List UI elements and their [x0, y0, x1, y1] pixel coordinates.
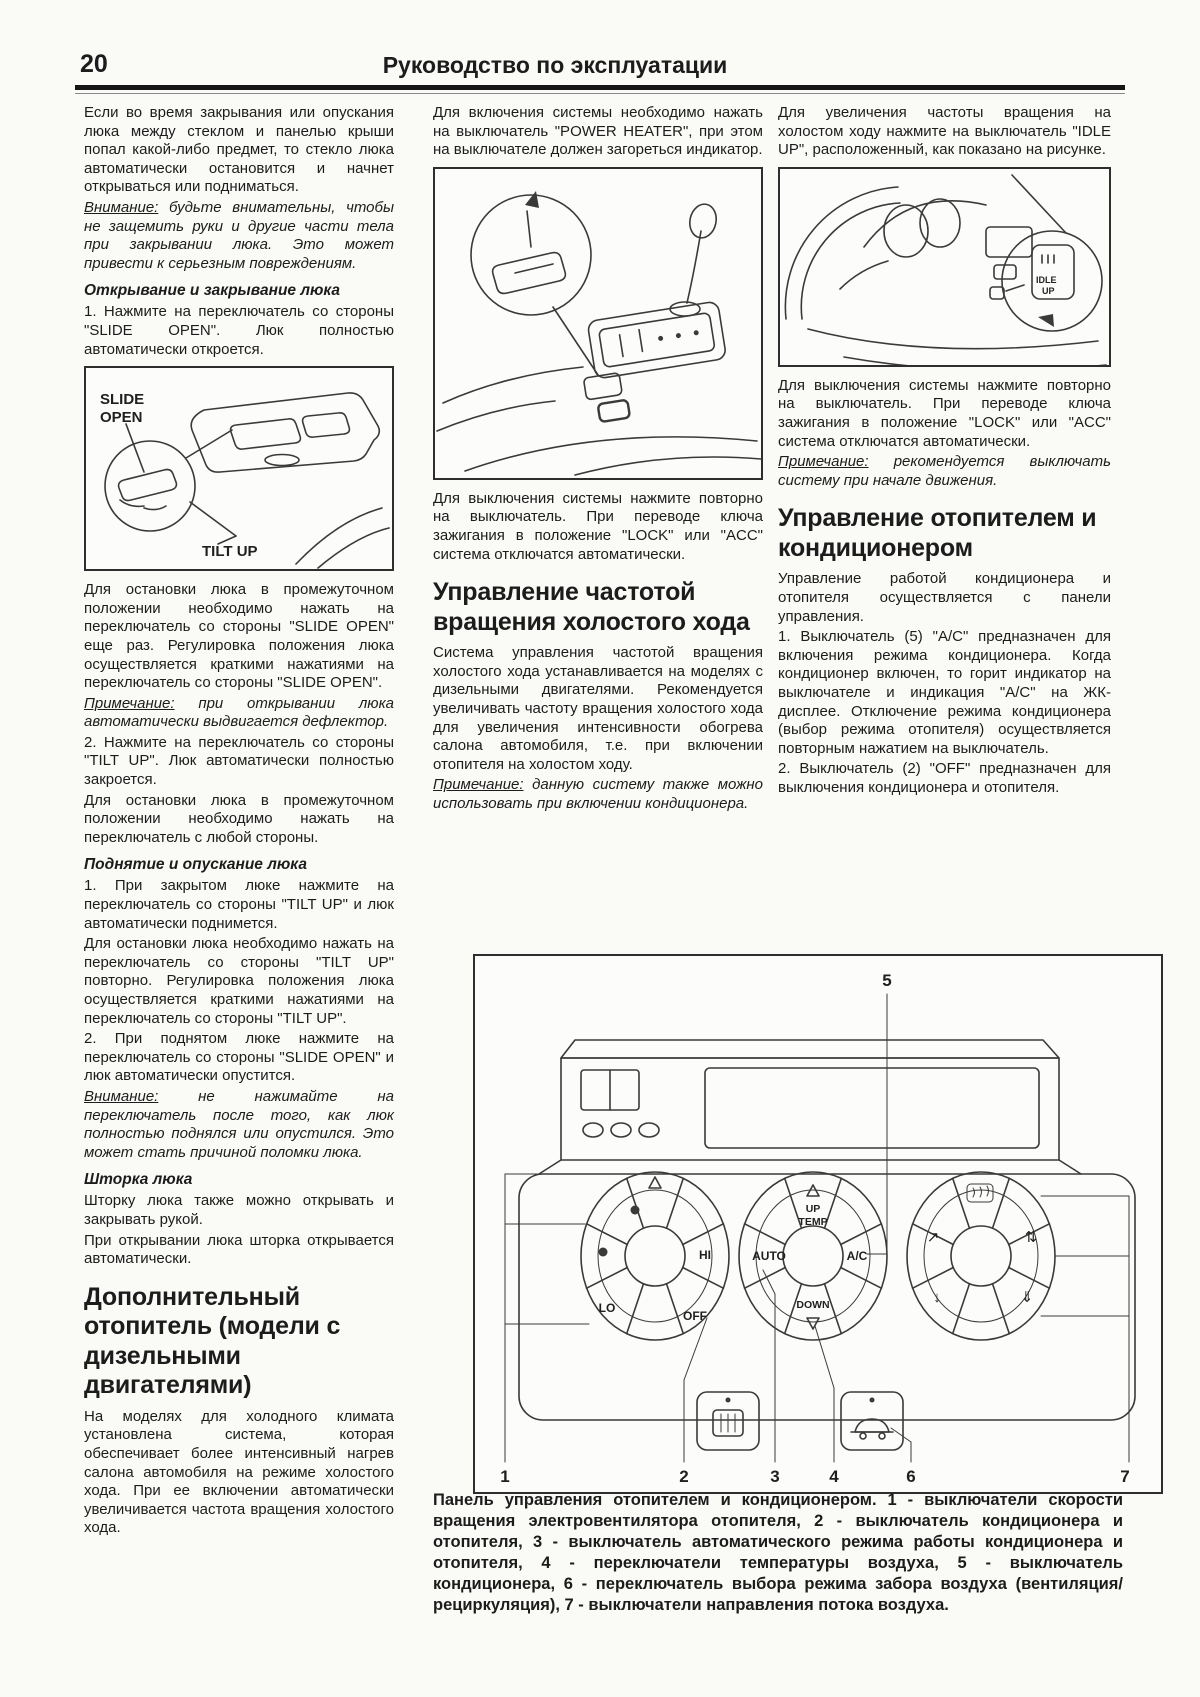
dot-icon	[599, 1248, 608, 1257]
triangle-down-icon	[807, 1318, 819, 1329]
sunroof-intro: Если во время закрывания или опускания люка между стеклом и панелью крыши попал какой-либо предмет, то стекло люка автоматически остановится и начнет открываться или подниматься.	[84, 104, 394, 196]
power-heater-off-para: Для выключения системы нажмите повторно на выключатель. При переводе ключа зажигания в положение "LOCK" или "ACC" система отключатся автоматически.	[433, 489, 763, 563]
warning-label: Внимание:	[84, 1087, 159, 1105]
open-stop-any-side: Для остановки люка в промежуточном положении необходимо нажать на переключатель с любой стороны.	[84, 791, 394, 846]
figure-hvac-panel	[473, 954, 1163, 1494]
shade-para-1: Шторку люка также можно открывать и закрывать рукой.	[84, 1192, 394, 1228]
slide-open-label-2: OPEN	[100, 409, 143, 427]
heading-tilt: Поднятие и опускание люка	[84, 856, 307, 874]
header-rule	[75, 85, 1125, 90]
console-drawing	[435, 169, 761, 478]
pointer-arrow-icon	[525, 191, 539, 208]
column-3	[778, 104, 1111, 799]
airflow-foot-icon: ↓	[933, 1289, 941, 1306]
fan-lo-label: LO	[598, 1301, 616, 1315]
airflow-foot-defrost-icon: ⇓	[1020, 1289, 1034, 1306]
open-step-1: 1. Нажмите на переключатель со стороны "SLIDE OPEN". Люк полностью автоматически откроется.	[84, 303, 394, 358]
figure-sunroof-switch	[84, 366, 394, 571]
hvac-figure-caption: Панель управления отопителем и кондиционером. 1 - выключатели скорости вращения электровентилятора отопителя, 2 - выключатель кондиционера и отопителя, 3 - выключатель автоматического режима работы кондиционера и отопителя, 4 - переключатели температуры воздуха, 5 - выключатель кондиционера, 6 - переключатель выбора режима забора воздуха (вентиляция/рециркуляция), 7 - выключатели направления потока воздуха.	[433, 1491, 1123, 1614]
figure-idle-up-switch	[778, 167, 1111, 367]
tilt-step-1: 1. При закрытом люке нажмите на переключатель со стороны "TILT UP" и люк автоматически поднимется.	[84, 877, 394, 932]
note-idle-ac	[433, 776, 763, 813]
warning-label: Внимание:	[84, 198, 159, 216]
aux-heater-para: На моделях для холодного климата установлена система, которая обеспечивает более интенсивный нагрев салона автомобиля на режиме холостого хода. При ее включении автоматически увеличивается частота вращения холостого хода.	[84, 1407, 394, 1537]
column-1	[84, 104, 394, 1540]
callout-number-6: 6	[906, 1467, 916, 1486]
ac-label: A/C	[846, 1249, 868, 1263]
dashboard-drawing	[780, 169, 1110, 365]
faceplate	[519, 1174, 1135, 1420]
idle-up-label-2: UP	[1042, 285, 1055, 296]
hvac-panel-drawing	[475, 956, 1161, 1492]
gear-lever-icon	[687, 231, 701, 303]
heading-shade: Шторка люка	[84, 1171, 193, 1189]
warning-text: не нажимайте на переключатель после того, как люк полностью поднялся или опустился. Это может стать причиной поломки люка.	[84, 1087, 395, 1161]
idle-up-off-para: Для выключения системы нажмите повторно на выключатель. При переводе ключа зажигания в положение "LOCK" или "ACC" система отключатся автоматически.	[778, 376, 1111, 450]
triangle-up-icon	[649, 1177, 661, 1188]
overhead-console-art	[105, 393, 389, 568]
tilt-stop-para: Для остановки люка необходимо нажать на переключатель со стороны "TILT UP" повторно. Регулировка положения люка осуществляется краткими нажатиями на переключатель со стороны "TILT UP".	[84, 935, 394, 1027]
section-heading-hvac: Управление отопителем и кондиционером	[778, 504, 1097, 562]
temp-down-label: DOWN	[796, 1299, 830, 1311]
section-heading-idle-speed: Управление частотой вращения холостого хода	[433, 578, 750, 636]
center-console-art	[437, 191, 761, 475]
callout-number-5: 5	[882, 971, 892, 990]
column-2	[433, 104, 763, 816]
figure-power-heater-switch	[433, 167, 763, 480]
idle-up-label: IDLE	[1036, 274, 1057, 285]
power-heater-on-para: Для включения системы необходимо нажать на выключатель "POWER HEATER", при этом на выключателе должен загореться индикатор.	[433, 104, 763, 159]
sunroof-switch-drawing	[86, 368, 392, 569]
hvac-intro-para: Управление работой кондиционера и отопителя осуществляется с панели управления.	[778, 570, 1111, 625]
callout-number-1: 1	[500, 1467, 510, 1486]
airflow-mode-knob	[907, 1172, 1055, 1340]
shade-para-2: При открывании люка шторка открывается автоматически.	[84, 1231, 394, 1268]
tilt-step-2: 2. При поднятом люке нажмите на переключатель со стороны "SLIDE OPEN" и люк автоматически опустится.	[84, 1030, 394, 1085]
warning-text: будьте внимательны, чтобы не защемить руки и другие части тела при закрывании люка. Это может привести к серьезным повреждениям.	[84, 198, 394, 272]
defrost-icon	[967, 1184, 993, 1202]
page-number: 20	[80, 50, 108, 78]
section-heading-aux-heater: Дополнительный отопитель (модели с дизельными двигателями)	[84, 1282, 341, 1400]
heading-open-close: Открывание и закрывание люка	[84, 282, 341, 300]
header-rule-shadow	[75, 93, 1125, 94]
note-label: Примечание:	[84, 694, 175, 712]
note-deflector	[84, 695, 394, 732]
warning-note-1	[84, 199, 394, 273]
callout-number-4: 4	[829, 1467, 839, 1486]
callout-number-3: 3	[770, 1467, 780, 1486]
dashboard-art	[785, 175, 1106, 365]
hvac-item-ac: 1. Выключатель (5) "A/C" предназначен для включения режима кондиционера. Когда кондиционер включен, то горит индикатор на выключателе и индикация "A/C" на ЖК-дисплее. Отключение режима кондиционера (выбор режима отопителя) осуществляется повторным нажатием на выключатель.	[778, 628, 1111, 757]
pointer-arrow-icon	[1038, 314, 1054, 327]
airflow-face-icon: ↗	[926, 1229, 940, 1246]
sunroof-switch-icon	[119, 470, 177, 501]
power-heater-button-icon	[493, 252, 566, 293]
recirculation-button	[841, 1392, 903, 1450]
temp-label: TEMP	[798, 1216, 828, 1228]
airflow-bilevel-icon: ⇅	[1024, 1229, 1038, 1246]
idle-speed-para: Система управления частотой вращения холостого хода устанавливается на моделях с дизельными двигателями. Рекомендуется увеличивать частоту вращения холостого хода для увеличения интенсивности обогрева салона автомобиля, т.е. при включении отопителя на холостом ходу.	[433, 644, 763, 773]
callout-number-2: 2	[679, 1467, 689, 1486]
auto-label: AUTO	[752, 1249, 786, 1263]
warning-note-2	[84, 1088, 394, 1162]
open-step-2: 2. Нажмите на переключатель со стороны "TILT UP". Люк автоматически полностью закроется.	[84, 733, 394, 789]
page-title: Руководство по эксплуатации	[382, 52, 728, 78]
note-text: данную систему также можно использовать при включении кондиционера.	[433, 776, 763, 812]
rear-defogger-button	[697, 1392, 759, 1450]
dot-icon	[631, 1206, 640, 1215]
note-text: при открывании люка автоматически выдвигается дефлектор.	[84, 694, 394, 731]
temp-up-label: UP	[805, 1203, 821, 1215]
hvac-item-off: 2. Выключатель (2) "OFF" предназначен для выключения кондиционера и отопителя.	[778, 760, 1111, 796]
note-label: Примечание:	[778, 453, 869, 471]
fan-off-label: OFF	[683, 1309, 707, 1323]
open-stop-para: Для остановки люка в промежуточном положении необходимо нажать на переключатель со стороны "SLIDE OPEN" еще раз. Регулировка положения люка осуществляется краткими нажатиями на переключатель со стороны "SLIDE OPEN".	[84, 581, 394, 692]
slide-open-label: SLIDE	[100, 391, 145, 409]
note-label: Примечание:	[433, 776, 524, 794]
note-text: рекомендуется выключать систему при начале движения.	[778, 453, 1111, 489]
callout-number-7: 7	[1120, 1467, 1130, 1486]
fan-hi-label: HI	[699, 1248, 711, 1262]
tilt-up-label: TILT UP	[202, 543, 258, 561]
lcd-display	[705, 1068, 1039, 1148]
idle-up-on-para: Для увеличения частоты вращения на холостом ходу нажмите на выключатель "IDLE UP", расположенный, как показано на рисунке.	[778, 104, 1111, 159]
magnifier-circle	[471, 195, 591, 315]
note-idle-off	[778, 453, 1111, 490]
